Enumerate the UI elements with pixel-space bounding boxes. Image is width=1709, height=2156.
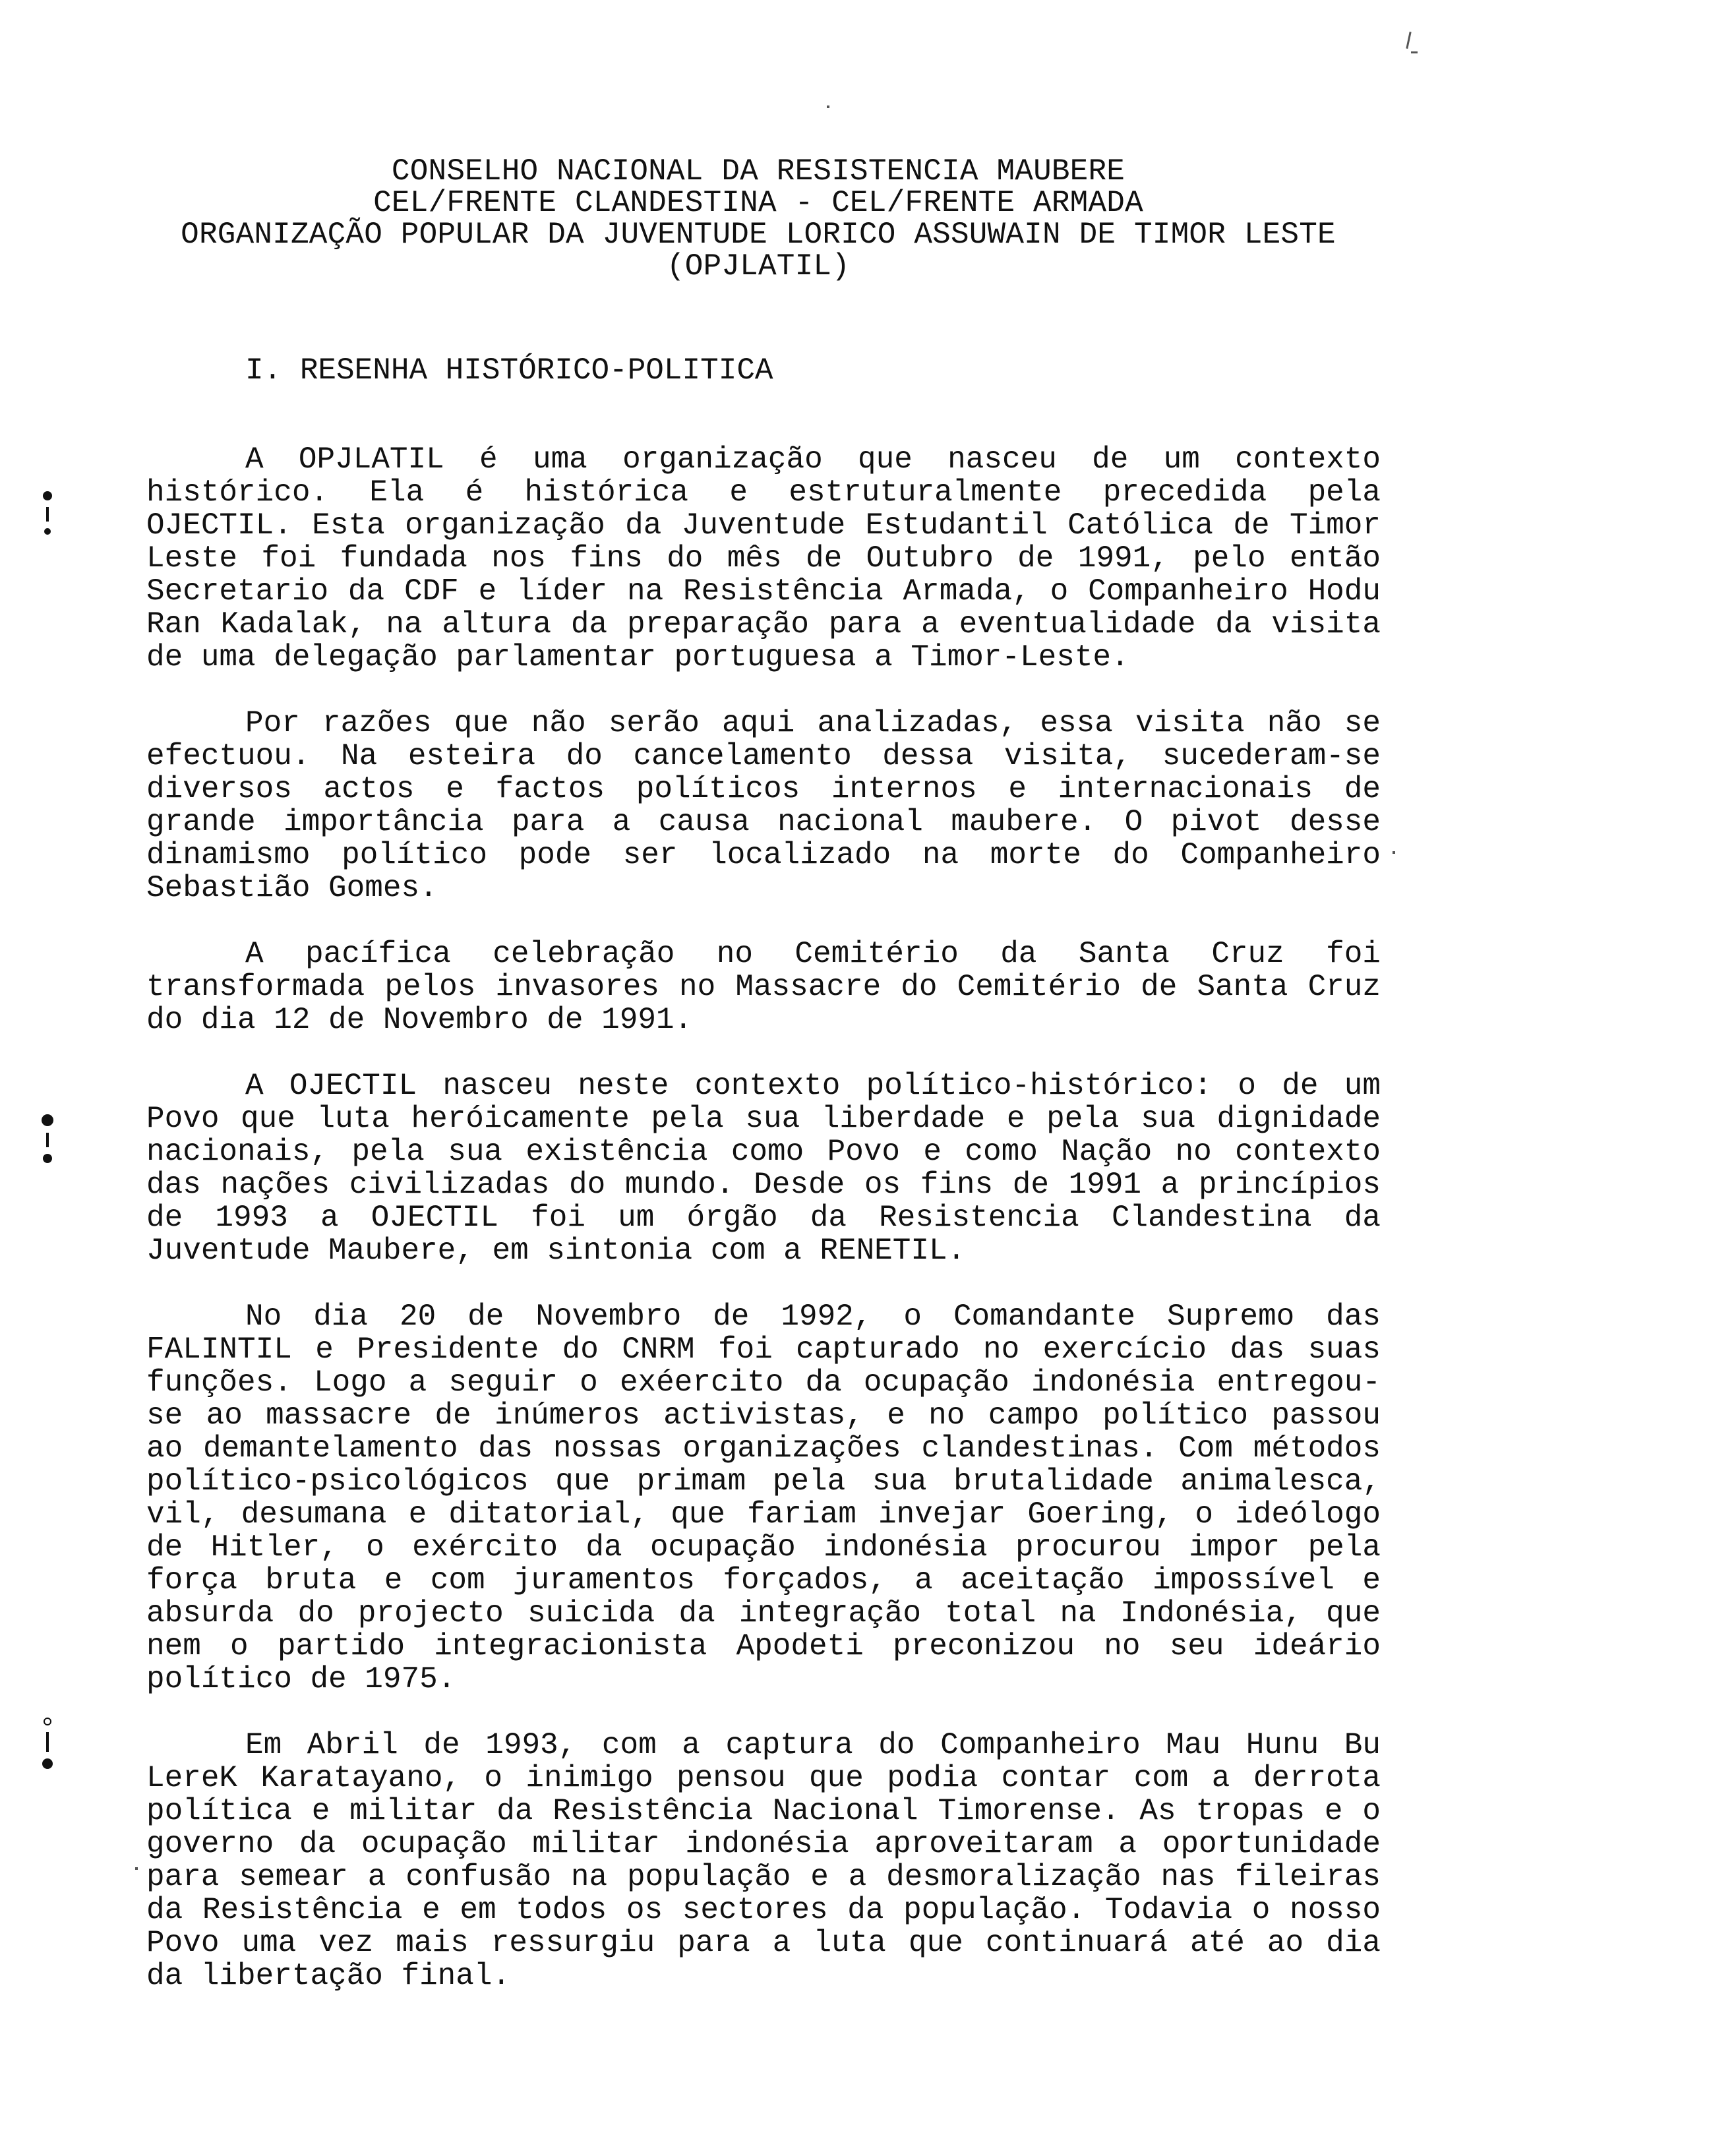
scan-speck (1406, 32, 1411, 49)
scan-speck (135, 1867, 138, 1870)
scan-speck (1393, 851, 1395, 854)
binding-mark-middle (40, 1114, 55, 1163)
paragraph-5: No dia 20 de Novembro de 1992, o Comandante Supremo das FALINTIL e Presidente do CNRM foi capturado no exercício das suas funções. Logo a seguir o exéercito da ocupação indonésia entregou-se ao massacre de inúmeros activistas, e no campo político passou ao demantelamento das nossas organizações clandestinas. Com métodos político-psicológicos que primam pela sua brutalidade animalesca, vil, desumana e ditatorial, que fariam invejar Goering, o ideólogo de Hitler, o exército da ocupação indonésia procurou impor pela força bruta e com juramentos forçados, a aceitação impossível e absurda do projecto suicida da integração total na Indonésia, que nem o partido integracionista Apodeti preconizou no seu ideário político de 1975. (146, 1300, 1381, 1696)
paragraph-2: Por razões que não serão aqui analizadas, essa visita não se efectuou. Na esteira do cancelamento dessa visita, sucederam-se diversos actos e factos políticos internos e internacionais de grande importância para a causa nacional maubere. O pivot desse dinamismo político pode ser localizado na morte do Companheiro Sebastião Gomes. (146, 706, 1381, 905)
document-body (146, 443, 1381, 2025)
document-header (132, 156, 1385, 282)
header-line-2: CEL/FRENTE CLANDESTINA - CEL/FRENTE ARMADA (373, 186, 1143, 220)
scan-speck (1411, 51, 1418, 53)
binding-mark-bottom (40, 1718, 55, 1769)
header-line-4: (OPJLATIL) (666, 249, 851, 284)
paragraph-3: A pacífica celebração no Cemitério da Santa Cruz foi transformada pelos invasores no Massacre do Cemitério de Santa Cruz do dia 12 de Novembro de 1991. (146, 937, 1381, 1037)
paragraph-6: Em Abril de 1993, com a captura do Companheiro Mau Hunu Bu LereK Karatayano, o inimigo pensou que podia contar com a derrota política e militar da Resistência Nacional Timorense. As tropas e o governo da ocupação militar indonésia aproveitaram a oportunidade para semear a confusão na população e a desmoralização nas fileiras da Resistência e em todos os sectores da população. Todavia o nosso Povo uma vez mais ressurgiu para a luta que continuará até ao dia da libertação final. (146, 1728, 1381, 1993)
header-line-3: ORGANIZAÇÃO POPULAR DA JUVENTUDE LORICO ASSUWAIN DE TIMOR LESTE (181, 218, 1336, 252)
binding-mark-top (40, 491, 55, 535)
paragraph-1: A OPJLATIL é uma organização que nasceu de um contexto histórico. Ela é histórica e estruturalmente precedida pela OJECTIL. Esta organização da Juventude Estudantil Católica de Timor Leste foi fundada nos fins do mês de Outubro de 1991, pelo então Secretario da CDF e líder na Resistência Armada, o Companheiro Hodu Ran Kadalak, na altura da preparação para a eventualidade da visita de uma delegação parlamentar portuguesa a Timor-Leste. (146, 442, 1381, 674)
header-line-1: CONSELHO NACIONAL DA RESISTENCIA MAUBERE (391, 154, 1125, 189)
section-heading: I. RESENHA HISTÓRICO-POLITICA (245, 353, 773, 388)
scan-speck (827, 105, 829, 108)
paragraph-4: A OJECTIL nasceu neste contexto político-histórico: o de um Povo que luta heróicamente pela sua liberdade e pela sua dignidade nacionais, pela sua existência como Povo e como Nação no contexto das nações civilizadas do mundo. Desde os fins de 1991 a princípios de 1993 a OJECTIL foi um órgão da Resistencia Clandestina da Juventude Maubere, em sintonia com a RENETIL. (146, 1069, 1381, 1268)
